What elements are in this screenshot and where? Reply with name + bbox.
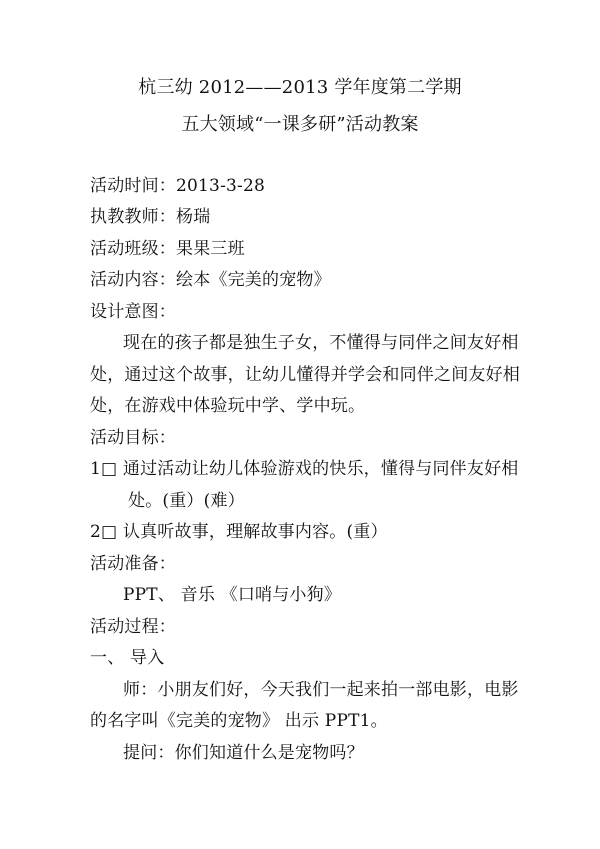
activity-class: 活动班级：果果三班 [90,239,245,259]
preparation-items: PPT、 音乐 《口哨与小狗》 [123,585,342,605]
process-step-1: 一、 导入 [90,648,165,668]
activity-time: 活动时间：2013-3-28 [90,176,265,196]
document-title-line2: 五大领域“一课多研”活动教案 [181,114,419,135]
activity-content: 活动内容：绘本《完美的宠物》 [90,270,331,290]
design-intent-heading: 设计意图： [90,302,176,322]
preparation-heading: 活动准备： [90,554,176,574]
design-intent-para-line3: 处，在游戏中体验玩中学、学中玩。 [90,396,366,416]
goal-item-2: 2□ 认真听故事，理解故事内容。(重） [90,522,388,542]
document-title-line1: 杭三幼 2012——2013 学年度第二学期 [138,77,462,98]
process-para-line2: 的名字叫《完美的宠物》 出示 PPT1。 [90,711,388,731]
goal-item-1-line2: 处。(重）(难） [128,491,245,511]
goal-item-1-line1: 1□ 通过活动让幼儿体验游戏的快乐，懂得与同伴友好相 [90,459,519,479]
process-para-line1: 师：小朋友们好，今天我们一起来拍一部电影，电影 [123,680,519,700]
process-question: 提问：你们知道什么是宠物吗？ [123,743,364,763]
design-intent-para-line1: 现在的孩子都是独生子女，不懂得与同伴之间友好相 [123,333,519,353]
process-heading: 活动过程： [90,617,176,637]
goals-heading: 活动目标： [90,428,176,448]
design-intent-para-line2: 处，通过这个故事，让幼儿懂得并学会和同伴之间友好相 [90,365,520,385]
teacher-name: 执教教师：杨瑞 [90,207,211,227]
